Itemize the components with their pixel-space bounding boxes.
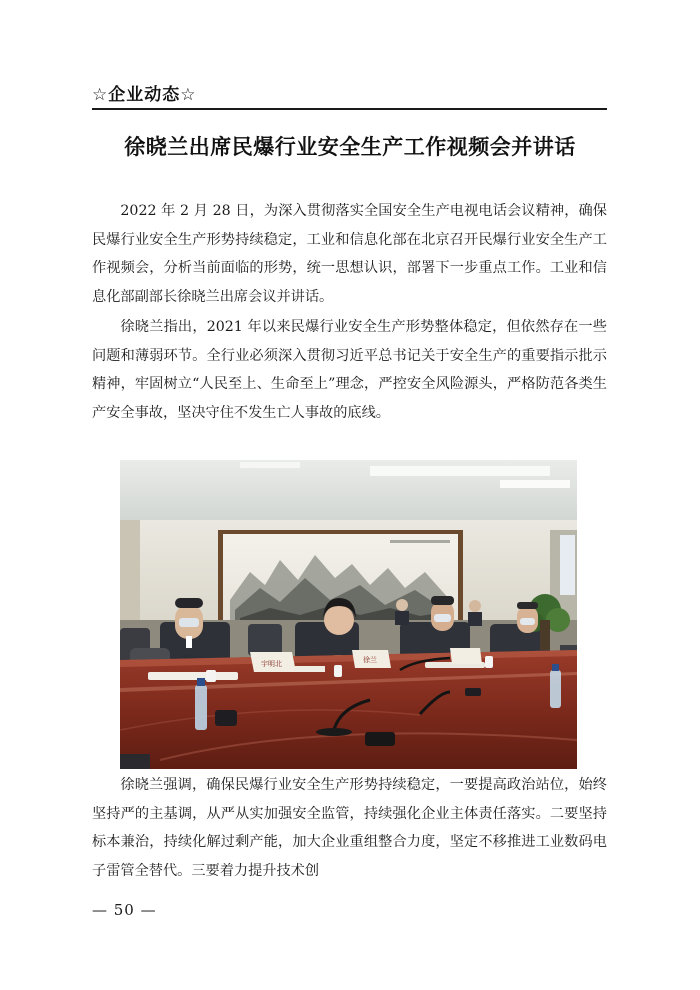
meeting-photo <box>120 460 577 769</box>
article-paragraph-2: 徐晓兰指出，2021 年以来民爆行业安全生产形势整体稳定，但依然存在一些问题和薄弱环节。全行业必须深入贯彻习近平总书记关于安全生产的重要指示批示精神，牢固树立“人民至上、生命至上”理念，严控安全风险源头，严格防范各类生产安全事故，坚决守住不发生亡人事故的底线。 <box>92 319 607 421</box>
header-divider <box>92 108 607 110</box>
svg-text:宇明北: 宇明北 <box>261 660 282 668</box>
section-header: ☆企业动态☆ <box>92 85 197 105</box>
article-paragraph-1: 2022 年 2 月 28 日，为深入贯彻落实全国安全生产电视电话会议精神，确保民爆行业安全生产形势持续稳定，工业和信息化部在北京召开民爆行业安全生产工作视频会，分析当前面临的形势，统一思想认识，部署下一步重点工作。工业和信息化部副部长徐晓兰出席会议并讲话。 <box>92 203 607 305</box>
page-number: — 50 — <box>92 901 157 919</box>
article-title: 徐晓兰出席民爆行业安全生产工作视频会并讲话 <box>124 135 576 159</box>
article-paragraph-3: 徐晓兰强调，确保民爆行业安全生产形势持续稳定，一要提高政治站位，始终坚持严的主基调，从严从实加强安全监管，持续强化企业主体责任落实。二要坚持标本兼治，持续化解过剩产能，加大企业重组整合力度，坚定不移推进工业数码电子雷管全替代。三要着力提升技术创 <box>92 777 607 879</box>
svg-text:徐兰: 徐兰 <box>363 656 377 664</box>
